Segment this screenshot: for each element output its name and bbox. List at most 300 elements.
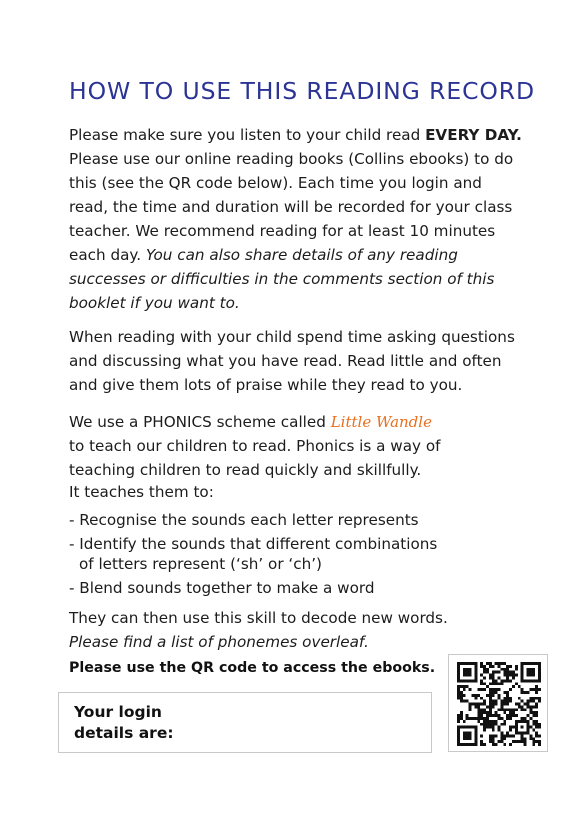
qr-module [524, 708, 527, 711]
qr-module [509, 717, 512, 720]
qr-module [495, 662, 498, 665]
qr-module [457, 734, 460, 737]
qr-module [466, 679, 469, 682]
qr-module [483, 729, 486, 732]
qr-module [524, 717, 527, 720]
qr-module [474, 717, 477, 720]
qr-module [512, 685, 515, 688]
qr-module [457, 671, 460, 674]
qr-module [480, 688, 483, 691]
qr-module [506, 734, 509, 737]
qr-module [524, 740, 527, 743]
qr-module [515, 723, 518, 726]
qr-module [480, 703, 483, 706]
qr-module [503, 697, 506, 700]
qr-module [495, 671, 498, 674]
qr-module [529, 734, 532, 737]
qr-module [529, 708, 532, 711]
qr-module [515, 720, 518, 723]
qr-module [477, 708, 480, 711]
qr-module [469, 726, 472, 729]
phonics-line-1-text: We use a PHONICS scheme called [69, 413, 331, 431]
decode-line-1: They can then use this skill to decode new words. [69, 609, 448, 627]
qr-module [489, 726, 492, 729]
qr-module [527, 720, 530, 723]
tips-line-2: and discussing what you have read. Read little and often [69, 352, 502, 370]
qr-module [489, 711, 492, 714]
qr-module [521, 665, 524, 668]
qr-module [492, 714, 495, 717]
qr-module [503, 743, 506, 746]
qr-module [463, 743, 466, 746]
qr-module [529, 705, 532, 708]
qr-module [474, 674, 477, 677]
intro-line-8: booklet if you want to. [69, 294, 240, 312]
qr-module [521, 737, 524, 740]
qr-module [532, 729, 535, 732]
qr-module [509, 674, 512, 677]
qr-module [471, 717, 474, 720]
qr-module [477, 711, 480, 714]
qr-module [474, 705, 477, 708]
qr-module [480, 708, 483, 711]
qr-module [457, 691, 460, 694]
qr-module [463, 679, 466, 682]
qr-module [457, 679, 460, 682]
qr-module [474, 743, 477, 746]
qr-module [509, 700, 512, 703]
qr-module [463, 732, 466, 735]
qr-module [527, 700, 530, 703]
qr-module [503, 668, 506, 671]
qr-module [538, 668, 541, 671]
qr-module [492, 729, 495, 732]
qr-module [535, 685, 538, 688]
every-day-emphasis: EVERY DAY. [425, 126, 522, 144]
qr-module [515, 740, 518, 743]
qr-module [512, 726, 515, 729]
qr-module [463, 671, 466, 674]
qr-module [480, 717, 483, 720]
qr-module [527, 703, 530, 706]
qr-module [457, 737, 460, 740]
qr-module [492, 700, 495, 703]
qr-module [486, 720, 489, 723]
qr-module [457, 676, 460, 679]
qr-module [466, 662, 469, 665]
qr-module [529, 674, 532, 677]
qr-module [486, 668, 489, 671]
qr-module [527, 714, 530, 717]
qr-module [489, 691, 492, 694]
qr-module [506, 717, 509, 720]
qr-module [492, 682, 495, 685]
qr-module [503, 708, 506, 711]
qr-module [532, 705, 535, 708]
qr-module [492, 676, 495, 679]
qr-module [492, 734, 495, 737]
qr-module [509, 688, 512, 691]
qr-module [518, 685, 521, 688]
qr-module [527, 674, 530, 677]
qr-module [498, 694, 501, 697]
qr-module [457, 697, 460, 700]
qr-module [512, 734, 515, 737]
qr-module [529, 737, 532, 740]
phonics-line-1 [69, 410, 559, 434]
qr-module [480, 740, 483, 743]
qr-module [469, 717, 472, 720]
qr-module [506, 703, 509, 706]
qr-module [518, 697, 521, 700]
qr-module [471, 743, 474, 746]
qr-module [498, 740, 501, 743]
qr-module [515, 732, 518, 735]
qr-module [466, 714, 469, 717]
qr-module [466, 671, 469, 674]
qr-module [466, 700, 469, 703]
qr-module [492, 674, 495, 677]
qr-module [506, 732, 509, 735]
qr-module [529, 679, 532, 682]
qr-module [469, 688, 472, 691]
skills-list [69, 508, 559, 600]
qr-module [492, 743, 495, 746]
qr-module [538, 743, 541, 746]
login-details-box[interactable] [58, 692, 432, 753]
qr-module [489, 723, 492, 726]
qr-module [469, 708, 472, 711]
qr-module [521, 720, 524, 723]
qr-module [506, 708, 509, 711]
qr-module [529, 700, 532, 703]
qr-module [500, 708, 503, 711]
qr-module [498, 697, 501, 700]
qr-module [457, 668, 460, 671]
qr-module [527, 729, 530, 732]
qr-module [500, 734, 503, 737]
qr-module [535, 740, 538, 743]
qr-module [495, 682, 498, 685]
qr-instruction: Please use the QR code to access the ebooks. [69, 660, 436, 676]
login-details-label [74, 702, 174, 744]
login-label-line-1: Your login [74, 703, 162, 721]
qr-module [489, 734, 492, 737]
qr-module [521, 726, 524, 729]
qr-module [474, 679, 477, 682]
qr-module [498, 726, 501, 729]
qr-module [535, 723, 538, 726]
qr-module [500, 732, 503, 735]
qr-module [460, 691, 463, 694]
qr-module [521, 708, 524, 711]
qr-module [538, 697, 541, 700]
qr-module [498, 688, 501, 691]
qr-module [489, 665, 492, 668]
qr-module [457, 688, 460, 691]
qr-module [500, 703, 503, 706]
login-label-line-2: details are: [74, 724, 174, 742]
qr-module [535, 714, 538, 717]
qr-module [498, 676, 501, 679]
qr-module [500, 717, 503, 720]
qr-module [489, 662, 492, 665]
qr-module [500, 662, 503, 665]
qr-module [492, 720, 495, 723]
teaches-intro [69, 480, 559, 504]
qr-module [463, 694, 466, 697]
qr-module [524, 737, 527, 740]
qr-module [538, 671, 541, 674]
qr-module [509, 711, 512, 714]
qr-module [529, 717, 532, 720]
qr-module [532, 711, 535, 714]
qr-module [532, 679, 535, 682]
qr-module [489, 688, 492, 691]
qr-module [506, 691, 509, 694]
qr-module [535, 732, 538, 735]
qr-module [506, 714, 509, 717]
qr-module [521, 740, 524, 743]
qr-module [498, 671, 501, 674]
qr-module [489, 694, 492, 697]
qr-module [466, 743, 469, 746]
reading-tips-paragraph [69, 325, 559, 397]
qr-module [506, 697, 509, 700]
intro-line-6-text: each day. [69, 246, 146, 264]
qr-module [518, 705, 521, 708]
qr-code-box[interactable] [448, 654, 548, 752]
qr-module [515, 668, 518, 671]
qr-module [463, 662, 466, 665]
decode-paragraph [69, 606, 559, 654]
qr-module [463, 668, 466, 671]
qr-module [500, 705, 503, 708]
qr-module [538, 662, 541, 665]
page-title: HOW TO USE THIS READING RECORD [69, 77, 536, 105]
qr-module [535, 734, 538, 737]
qr-module [515, 726, 518, 729]
qr-module [535, 720, 538, 723]
qr-module [477, 714, 480, 717]
qr-module [492, 737, 495, 740]
qr-module [492, 671, 495, 674]
qr-module [460, 697, 463, 700]
qr-module [503, 723, 506, 726]
qr-module [512, 676, 515, 679]
qr-module [498, 682, 501, 685]
qr-module [471, 679, 474, 682]
qr-module [515, 665, 518, 668]
qr-module [492, 688, 495, 691]
qr-module [469, 674, 472, 677]
qr-module [515, 714, 518, 717]
qr-module [509, 714, 512, 717]
qr-module [503, 737, 506, 740]
qr-module [521, 700, 524, 703]
qr-module [532, 674, 535, 677]
qr-module [500, 682, 503, 685]
qr-module [480, 714, 483, 717]
qr-module [503, 691, 506, 694]
qr-module [509, 671, 512, 674]
tips-line-3: and give them lots of praise while they read to you. [69, 376, 463, 394]
qr-module [480, 662, 483, 665]
qr-module [538, 734, 541, 737]
qr-module [521, 674, 524, 677]
qr-module [500, 679, 503, 682]
qr-module [535, 703, 538, 706]
qr-module [469, 679, 472, 682]
qr-module [483, 743, 486, 746]
qr-module [483, 700, 486, 703]
intro-line-6-italic: You can also share details of any reading [145, 246, 458, 264]
qr-module [529, 726, 532, 729]
qr-module [463, 720, 466, 723]
qr-module [460, 679, 463, 682]
qr-module [495, 734, 498, 737]
qr-module [469, 737, 472, 740]
qr-module [483, 723, 486, 726]
qr-module [521, 691, 524, 694]
qr-module [495, 723, 498, 726]
qr-module [486, 685, 489, 688]
qr-module [524, 691, 527, 694]
qr-module [492, 703, 495, 706]
qr-module [474, 732, 477, 735]
qr-module [480, 743, 483, 746]
qr-module [532, 720, 535, 723]
qr-module [527, 671, 530, 674]
qr-module [527, 668, 530, 671]
qr-module [515, 729, 518, 732]
qr-module [483, 717, 486, 720]
qr-module [532, 671, 535, 674]
qr-module [489, 703, 492, 706]
qr-module [486, 723, 489, 726]
qr-module [532, 662, 535, 665]
list-item: - Recognise the sounds each letter represents [69, 511, 419, 529]
qr-module [527, 662, 530, 665]
qr-module [527, 691, 530, 694]
qr-module [529, 671, 532, 674]
qr-module [503, 679, 506, 682]
qr-module [457, 717, 460, 720]
qr-module [500, 740, 503, 743]
qr-module [506, 668, 509, 671]
qr-module [521, 679, 524, 682]
qr-module [498, 708, 501, 711]
qr-module [460, 694, 463, 697]
qr-module [512, 674, 515, 677]
qr-module [500, 737, 503, 740]
qr-module [480, 674, 483, 677]
qr-module [469, 734, 472, 737]
qr-module [489, 676, 492, 679]
qr-module [469, 743, 472, 746]
qr-module [518, 703, 521, 706]
qr-module [463, 737, 466, 740]
qr-module [489, 705, 492, 708]
qr-module [506, 665, 509, 668]
qr-module [538, 665, 541, 668]
qr-module [483, 676, 486, 679]
qr-module [509, 697, 512, 700]
qr-module [509, 726, 512, 729]
qr-module [500, 668, 503, 671]
qr-module [538, 676, 541, 679]
qr-module [503, 674, 506, 677]
qr-module [498, 665, 501, 668]
qr-module [457, 694, 460, 697]
qr-module [457, 714, 460, 717]
qr-module [483, 682, 486, 685]
teaches-intro-text: It teaches them to: [69, 483, 214, 501]
qr-module [495, 720, 498, 723]
intro-line-5: teacher. We recommend reading for at least 10 minutes [69, 222, 496, 240]
qr-module [503, 720, 506, 723]
qr-module [495, 703, 498, 706]
qr-module [512, 711, 515, 714]
qr-module [515, 703, 518, 706]
qr-module [538, 740, 541, 743]
qr-module [486, 714, 489, 717]
qr-code-icon[interactable] [457, 662, 541, 746]
qr-module [529, 711, 532, 714]
phonics-line-2: to teach our children to read. Phonics is a way of [69, 437, 441, 455]
qr-module [460, 714, 463, 717]
qr-module [506, 679, 509, 682]
qr-module [535, 679, 538, 682]
qr-module [529, 662, 532, 665]
qr-module [463, 726, 466, 729]
qr-module [460, 711, 463, 714]
qr-module [535, 726, 538, 729]
qr-module [460, 726, 463, 729]
qr-module [466, 737, 469, 740]
qr-module [532, 743, 535, 746]
qr-module [509, 679, 512, 682]
qr-module [466, 726, 469, 729]
qr-module [457, 740, 460, 743]
qr-module [503, 662, 506, 665]
qr-module [483, 703, 486, 706]
qr-module [460, 700, 463, 703]
qr-module [460, 743, 463, 746]
qr-module [521, 717, 524, 720]
qr-module [529, 668, 532, 671]
qr-module [532, 688, 535, 691]
qr-module [529, 697, 532, 700]
qr-module [535, 691, 538, 694]
qr-module [498, 662, 501, 665]
qr-module [469, 671, 472, 674]
qr-module [483, 665, 486, 668]
qr-module [486, 662, 489, 665]
qr-module [512, 708, 515, 711]
qr-module [460, 717, 463, 720]
qr-module [492, 694, 495, 697]
qr-module [486, 726, 489, 729]
qr-module [469, 705, 472, 708]
qr-module [521, 668, 524, 671]
qr-module [480, 682, 483, 685]
qr-module [474, 697, 477, 700]
qr-module [483, 668, 486, 671]
phonics-line-3: teaching children to read quickly and skillfully. [69, 461, 422, 479]
qr-module [532, 700, 535, 703]
qr-module [495, 688, 498, 691]
